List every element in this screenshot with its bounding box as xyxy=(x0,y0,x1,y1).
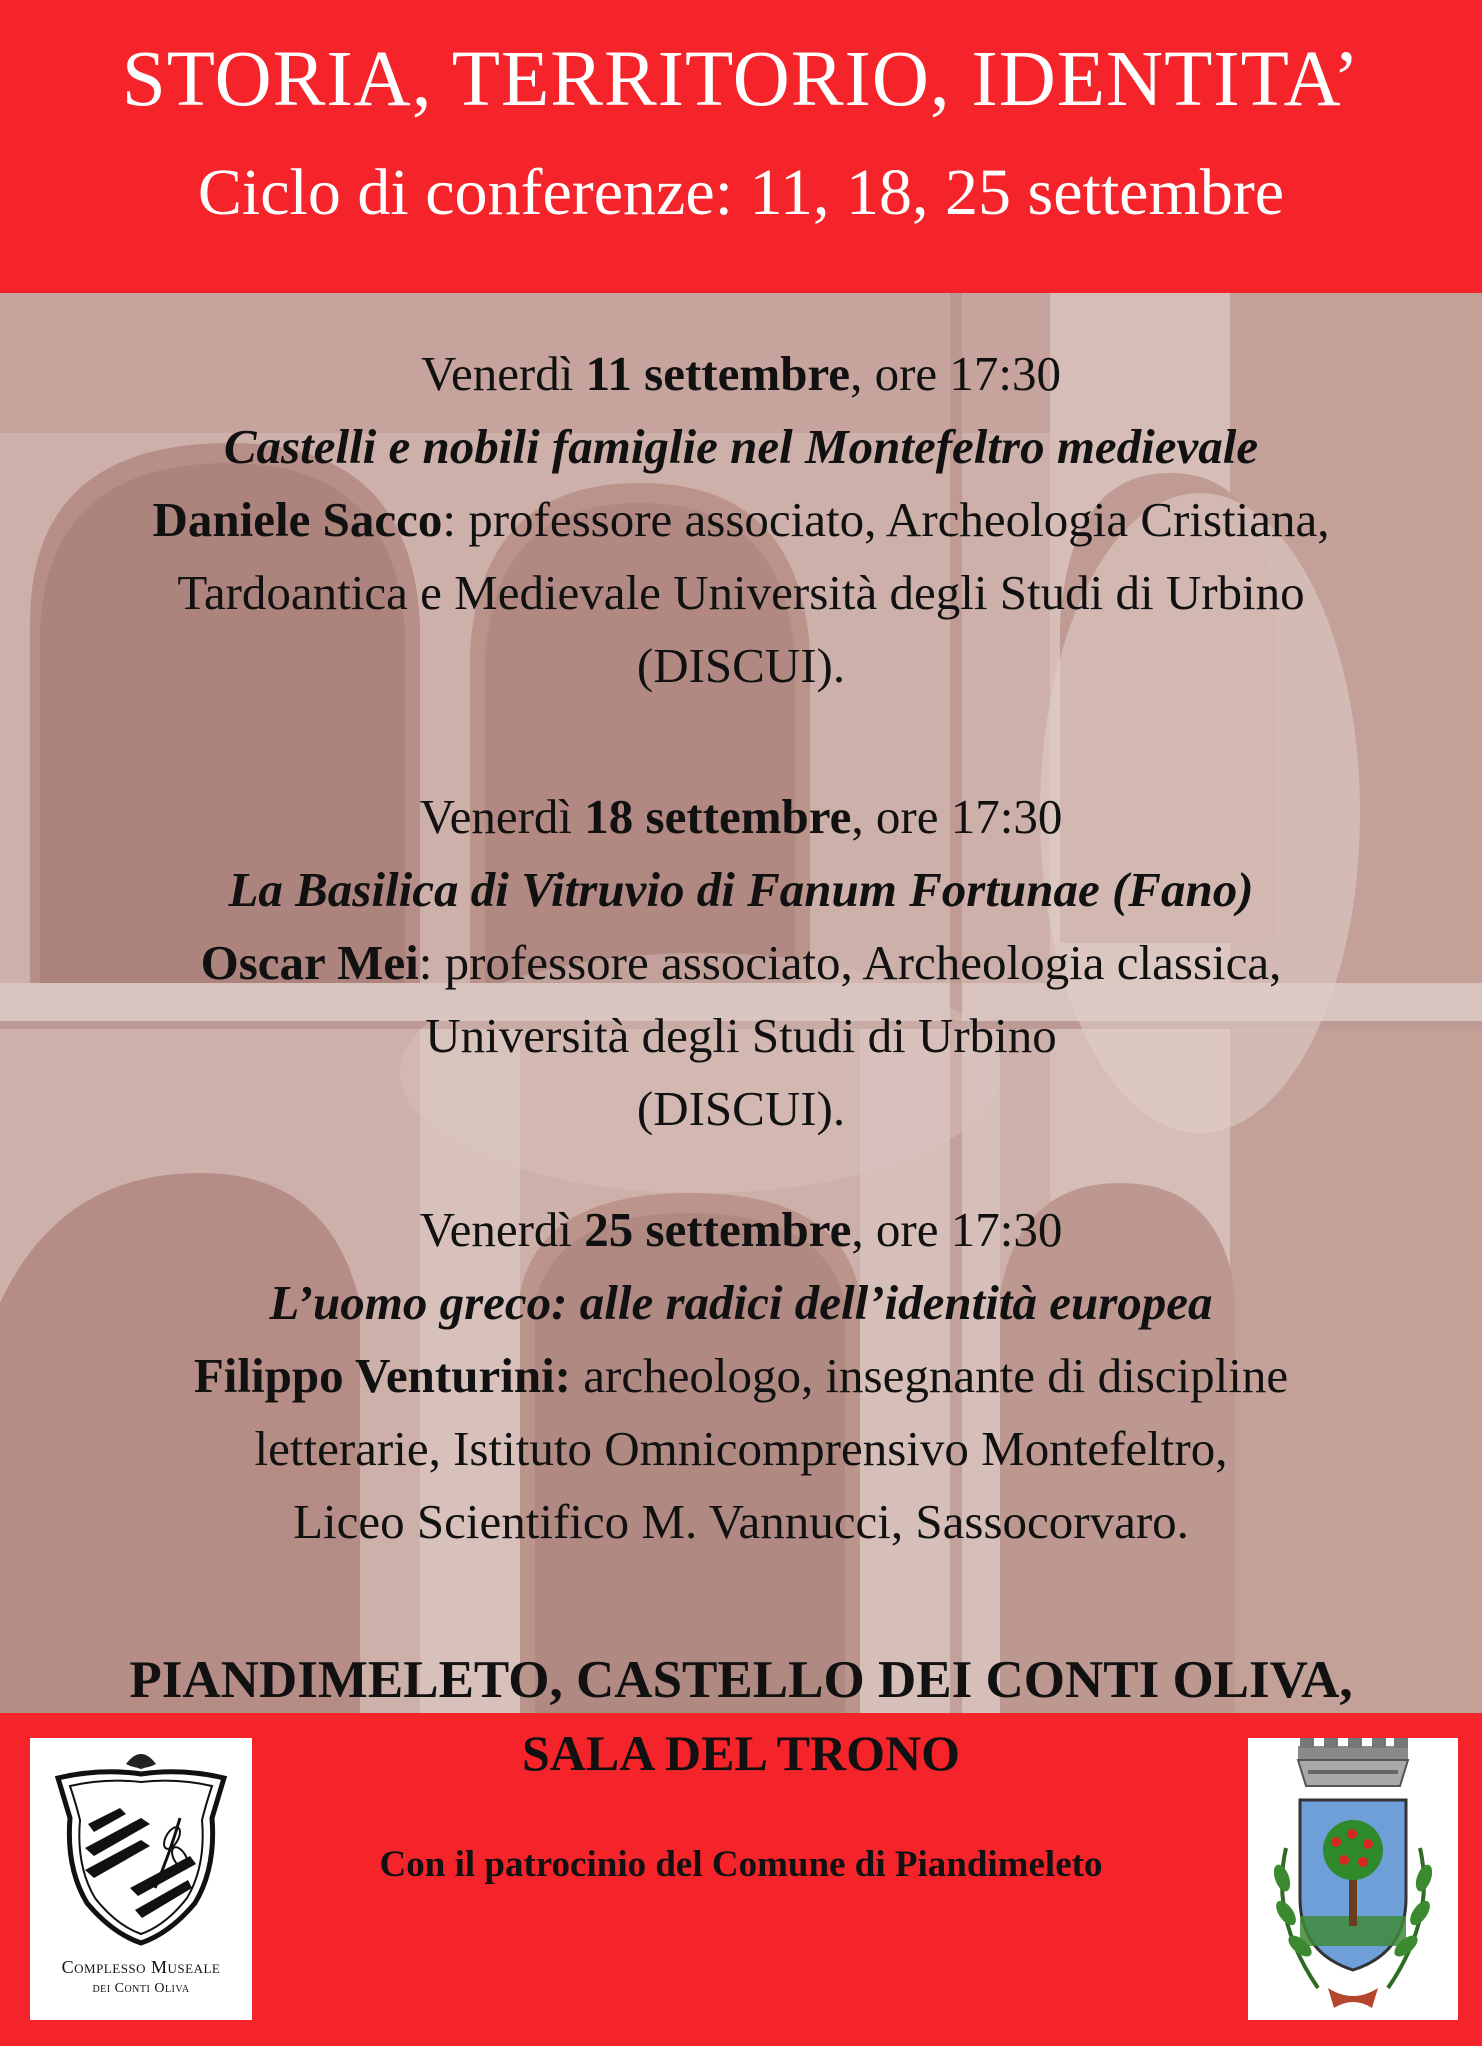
header-band xyxy=(0,0,1482,293)
event-2-bio-line: Università degli Studi di Urbino xyxy=(425,1008,1057,1063)
event-2-title: La Basilica di Vitruvio di Fanum Fortunae (Fano) xyxy=(228,862,1254,917)
event-1-time: , ore 17:30 xyxy=(850,346,1061,401)
museum-caption xyxy=(30,1956,252,2000)
event-3-bio-line: Liceo Scientifico M. Vannucci, Sassocorvaro. xyxy=(293,1494,1189,1549)
event-2 xyxy=(0,780,1482,1145)
event-1-title: Castelli e nobili famiglie nel Montefeltro medievale xyxy=(223,419,1259,474)
event-1 xyxy=(0,337,1482,702)
event-3-speaker-line xyxy=(0,1339,1482,1412)
museum-logo xyxy=(30,1738,252,2020)
background-photo xyxy=(0,293,1482,1713)
event-2-speaker: Oscar Mei xyxy=(200,935,419,990)
venue-line-1: PIANDIMELETO, CASTELLO DEI CONTI OLIVA, xyxy=(129,1651,1353,1709)
event-1-speaker-line xyxy=(0,483,1482,556)
municipal-crest-tree-icon xyxy=(1248,1738,1458,2020)
event-1-speaker: Daniele Sacco xyxy=(152,492,443,547)
event-3-speaker: Filippo Venturini: xyxy=(193,1348,572,1403)
event-1-date-line xyxy=(0,337,1482,410)
event-3-time: , ore 17:30 xyxy=(851,1202,1063,1257)
event-2-date: 18 settembre xyxy=(584,789,852,844)
poster-subtitle: Ciclo di conferenze: 11, 18, 25 settembre xyxy=(197,156,1285,229)
poster-title: STORIA, TERRITORIO, IDENTITA’ xyxy=(121,36,1361,123)
event-2-bio-first: : professore associato, Archeologia classica, xyxy=(418,935,1282,990)
event-3-bio-first: archeologo, insegnante di discipline xyxy=(571,1348,1289,1403)
event-1-bio-first: : professore associato, Archeologia Cristiana, xyxy=(442,492,1330,547)
event-3-date-line xyxy=(0,1193,1482,1266)
municipality-logo xyxy=(1248,1738,1458,2020)
event-1-day: Venerdì xyxy=(420,346,586,401)
event-3-date: 25 settembre xyxy=(584,1202,852,1257)
event-2-speaker-line xyxy=(0,926,1482,999)
venue-line-2: SALA DEL TRONO xyxy=(521,1725,961,1781)
event-2-time: , ore 17:30 xyxy=(851,789,1063,844)
museum-caption-line-2: dei Conti Oliva xyxy=(92,1981,190,1996)
event-2-bio-line: (DISCUI). xyxy=(636,1081,846,1136)
event-3-bio-line: letterarie, Istituto Omnicomprensivo Montefeltro, xyxy=(254,1421,1228,1476)
coat-of-arms-shield-icon xyxy=(30,1738,252,1948)
event-2-date-line xyxy=(0,780,1482,853)
event-3 xyxy=(0,1193,1482,1558)
patronage-text: Con il patrocinio del Comune di Piandimeleto xyxy=(379,1844,1103,1885)
event-1-date: 11 settembre xyxy=(585,346,851,401)
event-3-day: Venerdì xyxy=(419,1202,585,1257)
museum-caption-line-1: Complesso Museale xyxy=(61,1957,221,1977)
event-3-title: L’uomo greco: alle radici dell’identità europea xyxy=(269,1275,1213,1330)
event-2-day: Venerdì xyxy=(419,789,585,844)
event-1-bio-line: Tardoantica e Medievale Università degli Studi di Urbino xyxy=(177,565,1305,620)
event-1-bio-line: (DISCUI). xyxy=(636,638,846,693)
